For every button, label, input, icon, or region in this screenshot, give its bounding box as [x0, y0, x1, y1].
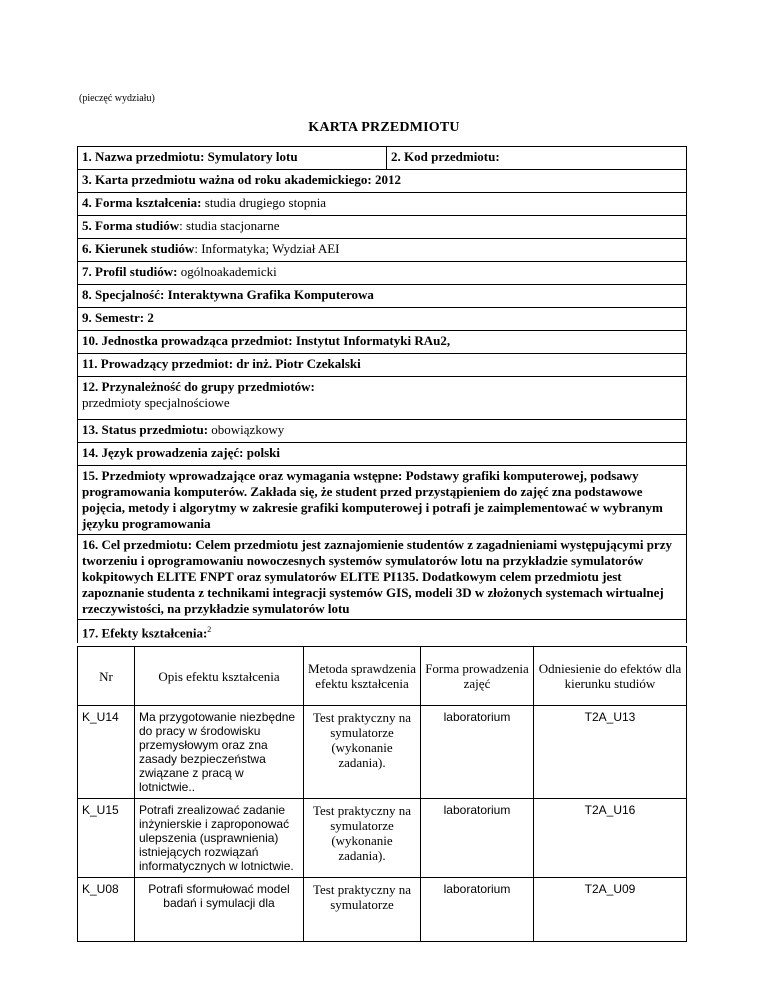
- cell-reference: T2A_U16: [534, 799, 687, 878]
- field-course-group: 12. Przynależność do grupy przedmiotów: przedmioty specjalnościowe: [78, 377, 687, 420]
- header-reference: Odniesienie do efektów dla kierunku studiów: [534, 647, 687, 706]
- field-status: 13. Status przedmiotu: obowiązkowy: [78, 420, 687, 443]
- cell-reference: T2A_U09: [534, 878, 687, 942]
- cell-description: Ma przygotowanie niezbędne do pracy w środowisku przemysłowym oraz zna zasady bezpieczeństwa związane z pracą w lotnictwie..: [135, 706, 304, 799]
- cell-form: laboratorium: [421, 799, 534, 878]
- field-valid-year: 3. Karta przedmiotu ważna od roku akademickiego: 2012: [78, 170, 687, 193]
- table-header-row: [78, 647, 687, 706]
- field-semester: 9. Semestr: 2: [78, 308, 687, 331]
- row-name-code: [78, 147, 687, 170]
- cell-description: Potrafi zrealizować zadanie inżynierskie i zaproponować ulepszenia (usprawnienia) istniejących rozwiązań informatycznych w lotnictwie.: [135, 799, 304, 878]
- field-study-direction: 6. Kierunek studiów: Informatyka; Wydział AEI: [78, 239, 687, 262]
- table-row: [78, 706, 687, 799]
- field-unit: 10. Jednostka prowadząca przedmiot: Instytut Informatyki RAu2,: [78, 331, 687, 354]
- field-study-form: 5. Forma studiów: studia stacjonarne: [78, 216, 687, 239]
- field-language: 14. Język prowadzenia zajęć: polski: [78, 443, 687, 466]
- cell-nr: K_U14: [78, 706, 135, 799]
- header-description: Opis efektu kształcenia: [135, 647, 304, 706]
- cell-method: Test praktyczny na symulatorze (wykonanie zadania).: [304, 706, 421, 799]
- header-form: Forma prowadzenia zajęć: [421, 647, 534, 706]
- field-lecturer: 11. Prowadzący przedmiot: dr inż. Piotr Czekalski: [78, 354, 687, 377]
- table-row: [78, 878, 687, 942]
- cell-method: Test praktyczny na symulatorze (wykonanie zadania).: [304, 799, 421, 878]
- header-nr: Nr: [78, 647, 135, 706]
- field-learning-outcomes: 17. Efekty kształcenia:$^2$: [78, 620, 687, 644]
- field-study-profile: 7. Profil studiów: ogólnoakademicki: [78, 262, 687, 285]
- stamp-caption: (pieczęć wydziału): [79, 93, 155, 104]
- field-course-goal: 16. Cel przedmiotu: Celem przedmiotu jest zaznajomienie studentów z zagadnieniami występującymi przy tworzeniu i oprogramowaniu nowoczesnych systemów symulatorów lotu na przykładzie symulatorów kokpitowych ELITE FNPT oraz symulatorów ELITE PI135. Dodatkowym celem przedmiotu jest zapoznanie studenta z technikami integracji systemów GIS, modeli 3D w złożonych systemach wirtualnej rzeczywistości, na przykładzie symulatorów lotu: [78, 535, 687, 620]
- field-prerequisites: 15. Przedmioty wprowadzające oraz wymagania wstępne: Podstawy grafiki komputerowej, podsawy programowania komputerów. Zakłada się, że student przed przystąpieniem do zajęć zna podstawowe pojęcia, metody i algorytmy w zakresie grafiki komputerowej i potrafi je zaimplementować w wybranym języku programowania: [78, 466, 687, 535]
- cell-nr: K_U08: [78, 878, 135, 942]
- cell-method: Test praktyczny na symulatorze: [304, 878, 421, 942]
- table-row: [78, 799, 687, 878]
- cell-form: laboratorium: [421, 878, 534, 942]
- cell-reference: T2A_U13: [534, 706, 687, 799]
- learning-outcomes-table: [77, 646, 687, 942]
- field-education-form: 4. Forma kształcenia: studia drugiego stopnia: [78, 193, 687, 216]
- header-method: Metoda sprawdzenia efektu kształcenia: [304, 647, 421, 706]
- field-course-code: 2. Kod przedmiotu:: [387, 147, 687, 170]
- course-card-table: [77, 146, 687, 643]
- field-course-name: 1. Nazwa przedmiotu: Symulatory lotu: [78, 147, 387, 170]
- cell-description: Potrafi sformułować model badań i symulacji dla: [135, 878, 304, 942]
- page-title: KARTA PRZEDMIOTU: [308, 120, 460, 135]
- cell-nr: K_U15: [78, 799, 135, 878]
- cell-form: laboratorium: [421, 706, 534, 799]
- field-specialty: 8. Specjalność: Interaktywna Grafika Komputerowa: [78, 285, 687, 308]
